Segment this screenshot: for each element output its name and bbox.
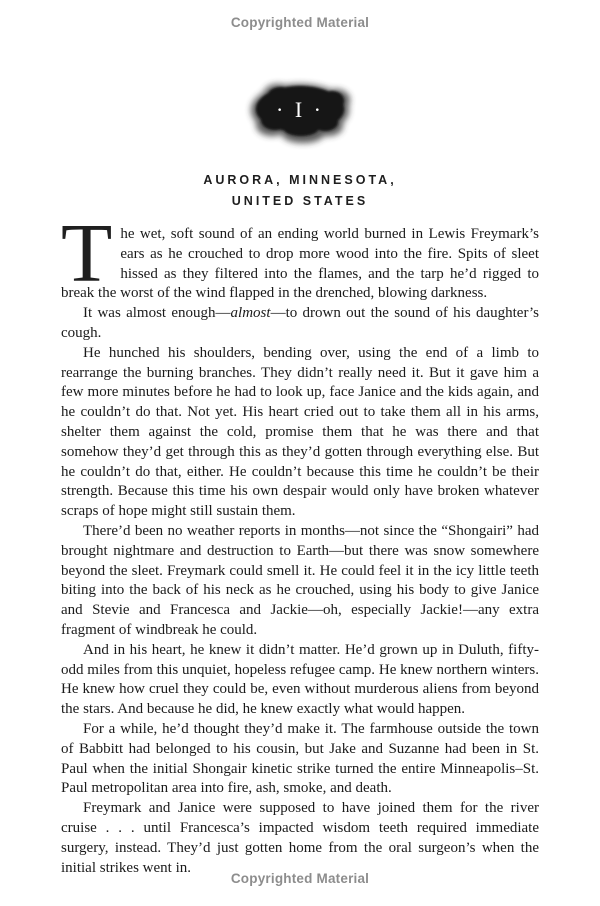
chapter-location — [0, 170, 600, 212]
paragraph-2-text-after: —to drown out the sound of his daughter’s cough. — [61, 305, 539, 341]
drop-cap: T — [61, 207, 113, 300]
chapter-location-line1: AURORA, MINNESOTA, — [203, 173, 397, 187]
copyright-notice-top: Copyrighted Material — [230, 15, 370, 30]
paragraph-2-text-before: It was almost enough— — [83, 305, 231, 322]
copyright-notice-bottom: Copyrighted Material — [230, 871, 370, 886]
paragraph-5: And in his heart, he knew it didn’t matter. He’d grown up in Duluth, fifty-odd miles from this unquiet, hopeless refugee camp. He knew northern winters. He knew how cruel they could be, even without murderous aliens from beyond the stars. And because he did, he knew exactly what would happen. — [61, 641, 539, 718]
ink-blot-icon — [235, 68, 365, 154]
paragraph-7: Freymark and Janice were supposed to have joined them for the river cruise . . . until Francesca’s impacted wisdom teeth required immediate surgery, instead. They’d just gotten home from the oral surgeon’s when the initial strikes went in. — [61, 800, 539, 876]
paragraph-4: There’d been no weather reports in months—not since the “Shongairi” had brought nightmare and destruction to Earth—but there was snow somewhere beyond the sleet. Freymark could smell it. He could feel it in the icy little teeth biting into the back of his neck as he crouched, using his body to give Janice and Stevie and Francesca and Jackie—oh, especially Jackie!—any extra fragment of windbreak he could. — [61, 522, 539, 638]
chapter-number: · I · — [276, 97, 324, 122]
paragraph-1 — [61, 207, 539, 304]
chapter-body-text — [61, 207, 539, 878]
paragraph-6: For a while, he’d thought they’d make it. The farmhouse outside the town of Babbitt had belonged to his cousin, but Jake and Suzanne had been in St. Paul when the initial Shongair kinetic strike turned the entire Minneapolis–St. Paul metropolitan area into fire, ash, smoke, and death. — [61, 720, 539, 797]
chapter-ornament — [0, 68, 600, 154]
paragraph-2 — [61, 304, 539, 344]
paragraph-3: He hunched his shoulders, bending over, using the end of a limb to rearrange the burning branches. They didn’t really need it. But it gave him a few more minutes before he had to look up, face Janice and the kids again, and he couldn’t do that. Not yet. His heart cried out to take them all in his arms, shelter them against the cold, promise them that he was there and that somehow they’d get through this as they’d gotten through everything else. But he couldn’t do that, either. He couldn’t because this time he couldn’t be their strength. Because this time his own despair would only have broken whatever scraps of hope might still sustain them. — [61, 344, 539, 520]
paragraph-2-italic-word: almost — [230, 305, 271, 322]
paragraph-1-text: he wet, soft sound of an ending world burned in Lewis Freymark’s ears as he crouched to drop more wood into the fire. Spits of sleet hissed as they filtered into the flames, and the tarp he’d rigged to break the worst of the wind flapped in the drenched, blowing darkness. — [61, 226, 539, 302]
chapter-location-line2: UNITED STATES — [231, 194, 369, 208]
